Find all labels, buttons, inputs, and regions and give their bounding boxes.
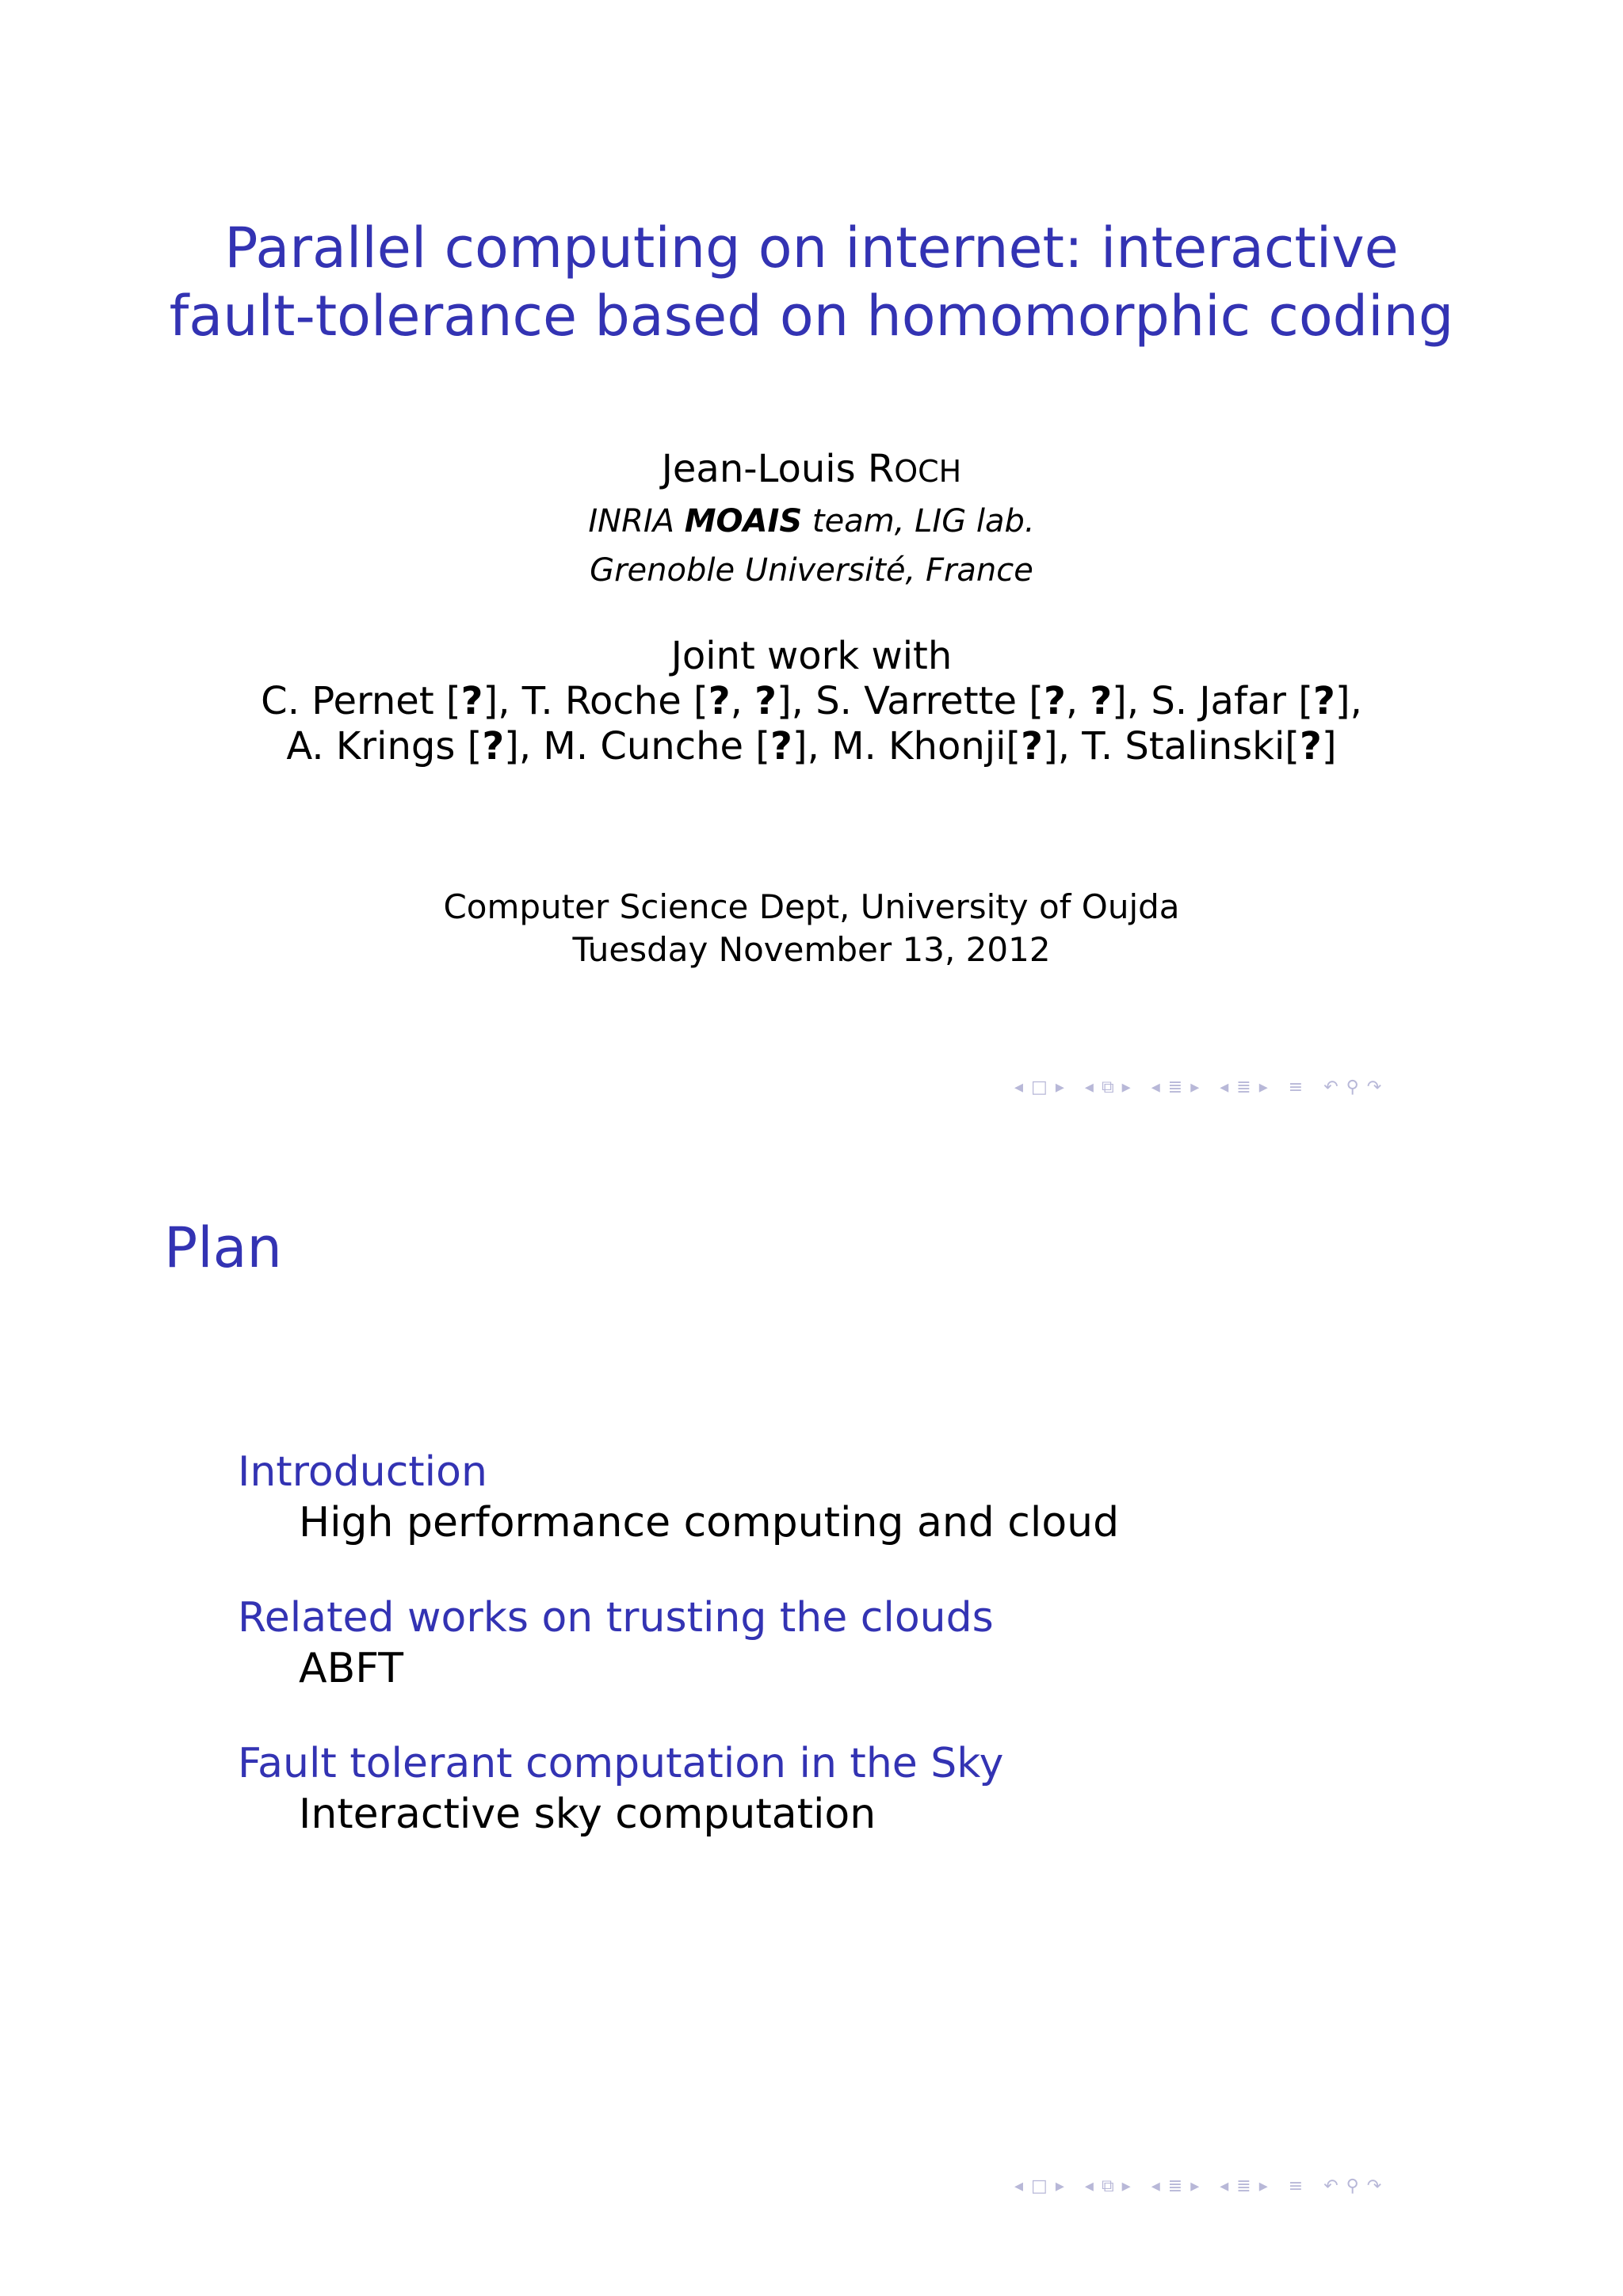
affiliation-suffix: team, LIG lab. xyxy=(802,503,1035,540)
toc-section-title[interactable]: Introduction xyxy=(238,1448,487,1496)
nav-left-arrow-icon[interactable]: ◂ xyxy=(1084,2176,1094,2196)
citation-marker[interactable]: ? xyxy=(460,679,483,723)
title-line-1: Parallel computing on internet: interactive xyxy=(224,215,1399,280)
author-first: Jean-Louis R xyxy=(661,447,895,491)
align-icon[interactable]: ≡ xyxy=(1288,1077,1304,1097)
nav-right-arrow-icon[interactable]: ▸ xyxy=(1190,1077,1200,1097)
toc-section-title[interactable]: Fault tolerant computation in the Sky xyxy=(238,1740,1004,1787)
coauthor-text: ], S. Jafar [ xyxy=(1112,679,1313,723)
joint-work xyxy=(0,634,1623,769)
coauthor-text: , xyxy=(1065,679,1090,723)
nav-left-arrow-icon[interactable]: ◂ xyxy=(1014,2176,1024,2196)
author-name xyxy=(0,444,1623,497)
section-icon[interactable]: ≣ xyxy=(1236,2176,1251,2196)
beamer-navigation-bar xyxy=(1014,2172,1482,2199)
coauthors-line-2 xyxy=(0,724,1623,769)
affiliation-prefix: INRIA xyxy=(588,503,685,540)
undo-icon[interactable]: ↶ xyxy=(1323,1077,1338,1097)
coauthor-text: ], T. Roche [ xyxy=(483,679,708,723)
nav-left-arrow-icon[interactable]: ◂ xyxy=(1220,2176,1229,2196)
nav-right-arrow-icon[interactable]: ▸ xyxy=(1121,2176,1131,2196)
toc-subsection[interactable]: ABFT xyxy=(299,1645,404,1692)
beamer-navigation-bar xyxy=(1014,1074,1482,1100)
citation-marker[interactable]: ? xyxy=(1021,724,1043,769)
align-icon[interactable]: ≡ xyxy=(1288,2176,1304,2196)
nav-left-arrow-icon[interactable]: ◂ xyxy=(1151,1077,1160,1097)
search-icon[interactable]: ⚲ xyxy=(1346,2176,1359,2196)
coauthor-text: C. Pernet [ xyxy=(261,679,461,723)
frame-icon[interactable]: □ xyxy=(1031,1077,1048,1097)
citation-marker[interactable]: ? xyxy=(770,724,792,769)
citation-marker[interactable]: ? xyxy=(708,679,731,723)
search-icon[interactable]: ⚲ xyxy=(1346,1077,1359,1097)
coauthor-text: ], xyxy=(1335,679,1362,723)
venue-date: Tuesday November 13, 2012 xyxy=(572,930,1051,969)
author-block xyxy=(0,444,1623,595)
venue-line-1: Computer Science Dept, University of Oujda xyxy=(443,887,1180,926)
subsection-icon[interactable]: ⧉ xyxy=(1101,2176,1114,2196)
nav-right-arrow-icon[interactable]: ▸ xyxy=(1055,1077,1064,1097)
citation-marker[interactable]: ? xyxy=(1300,724,1322,769)
coauthors-line-1 xyxy=(0,679,1623,724)
nav-right-arrow-icon[interactable]: ▸ xyxy=(1055,2176,1064,2196)
nav-right-arrow-icon[interactable]: ▸ xyxy=(1190,2176,1200,2196)
frame-icon[interactable]: □ xyxy=(1031,2176,1048,2196)
coauthor-text: , xyxy=(730,679,755,723)
affiliation-team: MOAIS xyxy=(684,503,803,540)
presentation-title xyxy=(0,214,1623,350)
nav-left-arrow-icon[interactable]: ◂ xyxy=(1084,1077,1094,1097)
coauthor-text: A. Krings [ xyxy=(286,724,483,769)
affiliation-line-2: Grenoble Université, France xyxy=(590,552,1033,589)
toc-subsection[interactable]: High performance computing and cloud xyxy=(299,1499,1120,1547)
affiliation-line-1 xyxy=(0,497,1623,546)
nav-left-arrow-icon[interactable]: ◂ xyxy=(1151,2176,1160,2196)
nav-right-arrow-icon[interactable]: ▸ xyxy=(1258,1077,1268,1097)
section-icon[interactable]: ≣ xyxy=(1236,1077,1251,1097)
toc-section xyxy=(238,1738,1119,1840)
title-slide xyxy=(0,0,1623,1098)
section-icon[interactable]: ≣ xyxy=(1167,1077,1183,1097)
toc-subsection[interactable]: Interactive sky computation xyxy=(299,1791,876,1838)
coauthor-text: ], S. Varrette [ xyxy=(776,679,1044,723)
redo-icon[interactable]: ↷ xyxy=(1366,2176,1382,2196)
toc-section xyxy=(238,1447,1119,1548)
nav-right-arrow-icon[interactable]: ▸ xyxy=(1258,2176,1268,2196)
citation-marker[interactable]: ? xyxy=(754,679,777,723)
joint-label: Joint work with xyxy=(670,634,953,678)
nav-left-arrow-icon[interactable]: ◂ xyxy=(1220,1077,1229,1097)
title-line-2: fault-tolerance based on homomorphic coding xyxy=(169,284,1454,349)
citation-marker[interactable]: ? xyxy=(482,724,505,769)
nav-right-arrow-icon[interactable]: ▸ xyxy=(1121,1077,1131,1097)
frame-title: Plan xyxy=(164,1215,282,1280)
plan-slide xyxy=(0,1098,1623,2196)
citation-marker[interactable]: ? xyxy=(1313,679,1335,723)
table-of-contents xyxy=(238,1447,1119,1884)
undo-icon[interactable]: ↶ xyxy=(1323,2176,1338,2196)
coauthor-text: ], M. Khonji[ xyxy=(792,724,1022,769)
toc-section-title[interactable]: Related works on trusting the clouds xyxy=(238,1594,994,1642)
toc-section xyxy=(238,1592,1119,1694)
coauthor-text: ], M. Cunche [ xyxy=(504,724,771,769)
venue xyxy=(0,886,1623,971)
citation-marker[interactable]: ? xyxy=(1043,679,1066,723)
citation-marker[interactable]: ? xyxy=(1090,679,1113,723)
subsection-icon[interactable]: ⧉ xyxy=(1101,1077,1114,1097)
nav-left-arrow-icon[interactable]: ◂ xyxy=(1014,1077,1024,1097)
section-icon[interactable]: ≣ xyxy=(1167,2176,1183,2196)
redo-icon[interactable]: ↷ xyxy=(1366,1077,1382,1097)
coauthor-text: ] xyxy=(1321,724,1337,769)
author-last-smallcaps: OCH xyxy=(894,454,962,489)
coauthor-text: ], T. Stalinski[ xyxy=(1042,724,1300,769)
